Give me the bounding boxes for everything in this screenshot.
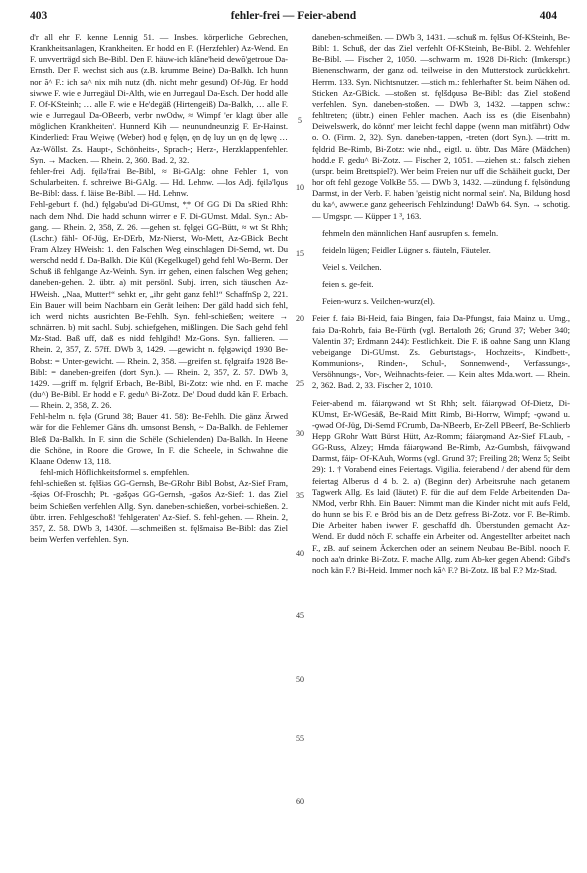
entry-feideln: feideln lügen; Feidler Lügner s. fäuteln, Fäuteler. (322, 244, 491, 255)
line-number: 30 (296, 429, 304, 438)
entry-fehler-continued: d'r all ehr F. kenne Lennig 51. — Insbes. körperliche Gebrechen, Krankheitsanlagen, Krankheiten. Er hodd en F. (Herzfehler) Az-Wend. En F. unvverträgd sich Be-Bibl. Den F. häuw-ich klãne'heid dewõ'getroue Da-Ernsth. Der F. wechst sich aus (z.B. krumme Beine) Da-Balkh. Ich hunn nor ã^ F.: ich sa^ nix mih nutz (dh. nicht mehr gesund) Of-Jüg. Er hodd siwwe F. wie e Jurregäul Di-Alth, wie en Jurregaul Da-Esch. Der hodd alle F. Of-KSteinh; … alle F. wie e He'degäß (Hirtengeiß) Da-Balkh, … alle F. wie e Jurregaul Da-OBeerb, verbr nwOdw, ≈ Wimpf 'er klagt über alle möglichen Krankheiten'. Hunnerd Kih — neunundneunzig F. Er-Hainst. Kinderlied: Frau Wẹiwẹ (Weber) hod ę fęlęn, ęn dę luy un ęn dę lęwę … Az-Wöllst. Zs. Haupt-, Schönheits-, Sprach-; Herz-, Herzklappenfehler. Syn. → Macken. — Rhein. 2, 360. Bad. 2, 32. (30, 32, 288, 165)
entry-feien: feien s. ge-feit. (322, 279, 374, 290)
page-number-left: 403 (30, 10, 48, 22)
entry-fehmeln: fehmeln den männlichen Hanf ausrupfen s. femeln. (322, 227, 499, 238)
line-number: 20 (296, 314, 304, 323)
line-number: 35 (296, 491, 304, 500)
line-number: 50 (296, 675, 304, 684)
entry-fehl-geburt: Fehl-geburt f. (hd.) fęlgǝbu'ǝd Di-GUmst, *̣* Of GG Di Da sRied Rhh: nach dem Nhd. Die hadd schunn wirrer e F. Di-GUmst. Mdal. Syn.: Ab-gang. — Rhein. 2, 358, Z. 26. —gehen st. fęlgẹi GG-Bütt, ≈ wt St Rhh; (Lschr.) fähl- Of-Jüg, Er-DErb, Mz-Nierst, Wo-Mett, Az-GBick Becht Fram Alzey HWeish: 1. den Falschen Weg einschlagen Di-Semd, wt. Du werschd nedd f. Da-Balkh. Die Kül (Kegelkugel) gehd fehl Wo-Berm. Der Schuß iß fehlgange Az-Weinh. Syn. irr gehen, einen falschen Weg gehen; daneben-gehen. 2. übtr. a) mit persönl. Subj. irren, sich täuschen Az-HWeish. „Naa, Mutter!“ sehkt er, „ihr geht ganz fehl!“ SchaffnSp 2, 221. Ein Bauer will beim Nachbarn ein Gerät leihen: Der gäld hadd sich fehl, ich werd nichts ausrichten Be-Fehlh. Syn. fehl-schießen; weitere → schnärren. b) mit sachl. Subj. schiefgehen, mißlingen. Die Sach gehd fehl Mz-Stad. Baß uff, daß es nidd fehlgihd! Mz-Gons. Syn. fallieren. — Rhein. 2, 357, Z. 57ff. DWb 3, 1429. —gewicht n. fęlgǝwiçd 1930 Be-Bobst: = Unter-gewicht. — Rhein. 2, 358. —greifen st. fęlgraifǝ 1928 Be-Bibl: = daneben-greifen (dort Syn.). — Rhein. 2, 357, Z. 57. DWb 3, 1429. —griff m. fęlgrif Erbach, Be-Bibl, Bi-Zotz: wie nhd. en F. mache (du^) Be-Bibl. Er hodd e F. gedu^ Bi-Zotz. De' Doud dudd kãn F. Erbach. — Rhein. 2, 358, Z. 26. (30, 199, 288, 411)
entry-veiel: Veiel s. Veilchen. (322, 261, 382, 272)
entry-feier-abend: Feier-abend m. fáiǝrǫwǝnd wt St Rhh; selt. fáiǝrǫwǝd Of-Dietz, Di-KUmst, Er-WGesäß, Be-Raid Mitt Rimb, Bi-Horrw, Wimpf; -ǫwǝnd u. -ǫwǝd Of-Jüg, Di-Semd FCrumb, Da-NBeerb, Er-Zell PBeerf, Be-Schlierb Hepp GRohr Watt Bürst Hütt, Az-Romm; fáiǝrǫmǝnd Az-Sief FLaub, -GG-Russ, Alzey; Hmda fáiǝrǫwǝnd Be-Rimb, Az-Gumbsh, fáivǫwǝnd Darmst, fáip- Of-KAuh, Worms (vgl. Grund 37; Freiling 28; Wenz 5; Seibt 29): 1. † Vorabend eines Feiertags. Vigilia. feierabend / der abend für dem feiertag Alberus d 4 b. 2. a) (Beginn der) Arbeitsruhe nach getanem Tagwerk Allg. Es laid (läutet) F. für die auf dem Felde Arbeitenden Da-NMod, verbr Rhh. Ein Bauer: Nimmt man die Kinder nicht mit aufs Feld, do hunn se bis F. e Bröd bis an de Detz gefress Bi-Zotz. vor F. Be-Rimb. Die Arbeiter haben iwwer F. geschaffd dh. Überstunden gemacht Az-Wend. Er dudd nöch F. schaffe ein Arbeiter od. Angestellter arbeitet nach F., zB. auf seinem Äckerchen oder an seinem Neubau Be-Bibl. nooch F. noch aa'n drinke Bi-Zotz. F. mache Allg. zum Ab-ker gegen Abend: Gibd's noch kän F.? Bi-Heid. Immer noch kã^ F.? Bi-Zotz. Iß bal F.? Mz-Stad. (312, 397, 570, 575)
line-number: 25 (296, 379, 304, 388)
page-header (0, 0, 587, 28)
line-number: 10 (296, 183, 304, 192)
entry-fehl-mich: fehl-mich Höflichkeitsformel s. empfehlen. (40, 467, 190, 478)
line-number: 5 (298, 116, 302, 125)
entry-fehl-helm: Fehl-helm n. fęlǝ (Grund 38; Bauer 41. 58): Be-Fehlh. Die gänz Ärwed wär for die Fehlemer Gäns dh. umsonst Bensh, ~ Da-Balkh. de Fehlemer Bleß Da-Balkh. In F. sinn die Schële (Schielenden) Da-Balkh. In Heene die Schöne, in Roore die Growe, In F. die Scheele, in Schwahne die Klaane Odenw 13, 118. (30, 411, 288, 466)
running-title: fehler-frei — Feier-abend (230, 10, 357, 22)
entry-feier: Feier f. faiǝ Bi-Heid, faiǝ Bingen, faiǝ Da-Pfungst, faiǝ Mainz u. Umg., faiǝ Da-Rohrb, faiǝ Be-Fürth (vgl. Bertaloth 26; Grund 37; Weber 340; Valentin 37; Erdmann 244): Festlichkeit. Die F. iß oahne Sang unn Klang vebeigange Di-GUmst. Zs. Geburtstags-, Hochzeits-, Kindbett-, Kommunions-, Rinden-, Schul-, Sonnenwend-, Verfassungs-, Versöhnungs-, Vor-, Weihnachts-feier. — Kein altes Mda.wort. — Rhein. 2, 362. Bad. 2, 33. Fischer 2, 1010. (312, 313, 570, 391)
entry-fehl-schiessen-continued: daneben-schmeißen. — DWb 3, 1431. —schuß m. fęlšus Of-KSteinh, Be-Bibl: 1. Schuß, der das Ziel verfehlt Of-KSteinh, Be-Bibl. 2. Wehfehler Be-Bibl. — Fischer 2, 1050. —schwarm m. 1928 Di-Rich: (Imkerspr.) Bienenschwarm, der ganz od. teilweise in den Mutterstock zurückkehrt. Herrm. 133. Syn. Nichtsnutzer. —stich m.: fehlerhafter St. beim Nähen od. Sticken Az-GBick. —stoßen st. fęlšdǫusǝ Be-Bibl: das Ziel stoßend verfehlen. Syn. daneben-stoßen. — DWb 3, 1432. —tappen schw.: fehltreten; (übtr.) einen Fehler machen. Aach iss es (die Eisenbahn) Deiwelswerk, do könnt' mer leicht fechl dappe (wenn man mitfährt) Odw o. O. (Firm. 2, 32). Syn. daneben-tappen, -treten (dort Syn.). —tritt m. fęldrid Be-Rimb, Bi-Zotz: wie nhd., eigtl. u. übtr. Das Mãre (Mädchen) hodd.e F. gedu^ Bi-Zotz. — Fischer 2, 1051. —ziehen st.: falsch ziehen (urspr. beim Brettspiel?). Wer beim Freien nur uff die Schäiheit guckt, Der hor oft fehl gezoge VolkBe 55. — DWb 3, 1432. —zündung f. fęlsöndung Darmst, in der Verb. F. haben 'geistig nicht normal sein'. Na, Bildung hosd du ka^, awwer.e ganz geheerisch Fehlzindung! DaWb 64. Syn. → schotig. — Umgspr. — Küpper 1 ³, 163. (312, 32, 570, 221)
left-column (30, 32, 288, 862)
page-number-right: 404 (539, 10, 557, 22)
line-number: 55 (296, 734, 304, 743)
right-column (312, 32, 570, 862)
line-number: 40 (296, 549, 304, 558)
line-number: 15 (296, 249, 304, 258)
entry-fehler-frei: fehler-frei Adj. fęilǝ'frai Be-Bibl, ≈ Bi-GAlg: ohne Fehler 1, von Schularbeiten. f. schreiwe Bi-GAlg. — Hd. Lehnw. —los Adj. fęilǝ'lǫus Be-Bibl: dass. f. läise Be-Bibl. — Hd. Lehnw. (30, 165, 288, 199)
entry-fehl-schiessen: fehl-schießen st. fęlšiǝs GG-Gernsh, Be-GRohr Bibl Bobst, Az-Sief Fram, -šęiǝs Of-Froschh; Pt. -gǝšǫǝs GG-Gernsh, -gǝšos Az-Sief: 1. das Ziel beim Schießen verfehlen Allg. Syn. daneben-schießen, vorbei-schießen. 2. übtr. irren. Fehlgeschoß! 'fehlgeraten' Az-Sief. S. fehl-gehen. — Rhein. 2, 357, Z. 58. DWb 3, 1430f. —schmeißen st. fęlšmaisǝ Be-Bibl: das Ziel beim Werfen verfehlen. Syn. (30, 478, 288, 545)
line-number: 45 (296, 611, 304, 620)
line-number: 60 (296, 797, 304, 806)
entry-feien-wurz: Feien-wurz s. Veilchen-wurz(el). (322, 296, 435, 307)
